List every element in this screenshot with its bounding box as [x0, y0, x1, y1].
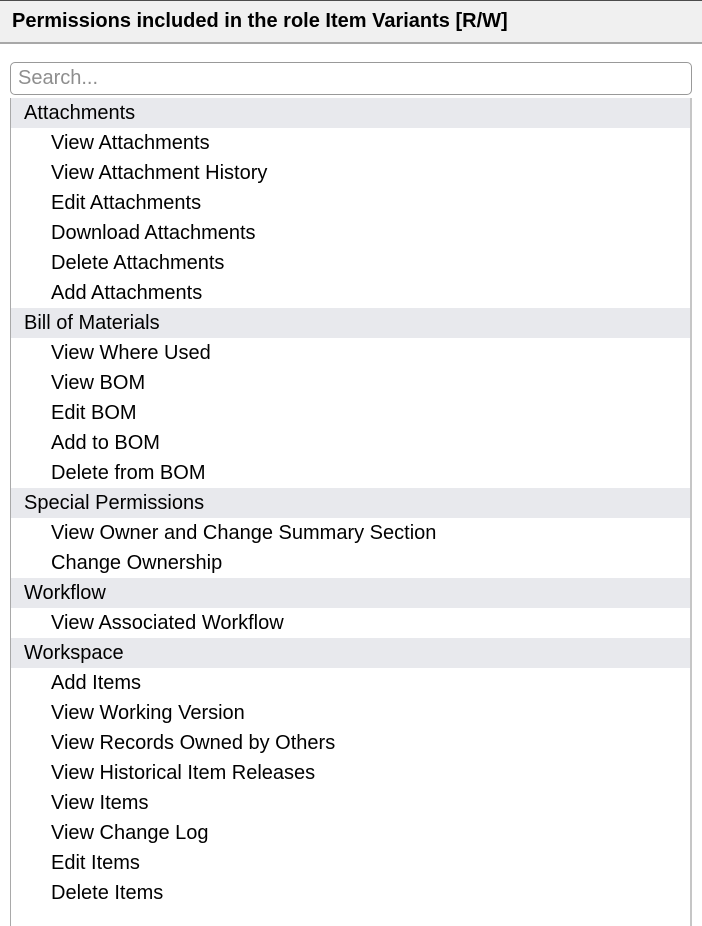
- permission-item: Add Attachments: [11, 278, 690, 308]
- group-header-workspace: Workspace: [11, 638, 690, 668]
- group-header-special-permissions: Special Permissions: [11, 488, 690, 518]
- permission-item: View BOM: [11, 368, 690, 398]
- permission-item: View Change Log: [11, 818, 690, 848]
- permission-item: Change Ownership: [11, 548, 690, 578]
- search-input[interactable]: [10, 62, 692, 95]
- permission-item: Delete from BOM: [11, 458, 690, 488]
- permission-item: Edit BOM: [11, 398, 690, 428]
- permission-item: Delete Attachments: [11, 248, 690, 278]
- permission-item: Add Items: [11, 668, 690, 698]
- permission-item: View Attachments: [11, 128, 690, 158]
- group-header-attachments: Attachments: [11, 98, 690, 128]
- permission-item: Delete Items: [11, 878, 690, 908]
- group-header-workflow: Workflow: [11, 578, 690, 608]
- permission-item: View Attachment History: [11, 158, 690, 188]
- permission-item: View Items: [11, 788, 690, 818]
- group-header-bill-of-materials: Bill of Materials: [11, 308, 690, 338]
- dialog-body: [0, 62, 702, 926]
- permission-item: View Where Used: [11, 338, 690, 368]
- permission-item: Edit Items: [11, 848, 690, 878]
- permission-item: View Records Owned by Others: [11, 728, 690, 758]
- permission-item: Download Attachments: [11, 218, 690, 248]
- permission-item: View Owner and Change Summary Section: [11, 518, 690, 548]
- permission-item: View Associated Workflow: [11, 608, 690, 638]
- dialog-title: Permissions included in the role Item Variants [R/W]: [12, 10, 508, 32]
- permission-item: View Working Version: [11, 698, 690, 728]
- permissions-list: [10, 98, 692, 926]
- permission-item: Add to BOM: [11, 428, 690, 458]
- permission-item: Edit Attachments: [11, 188, 690, 218]
- permission-item: View Historical Item Releases: [11, 758, 690, 788]
- dialog-title-bar: [0, 0, 702, 44]
